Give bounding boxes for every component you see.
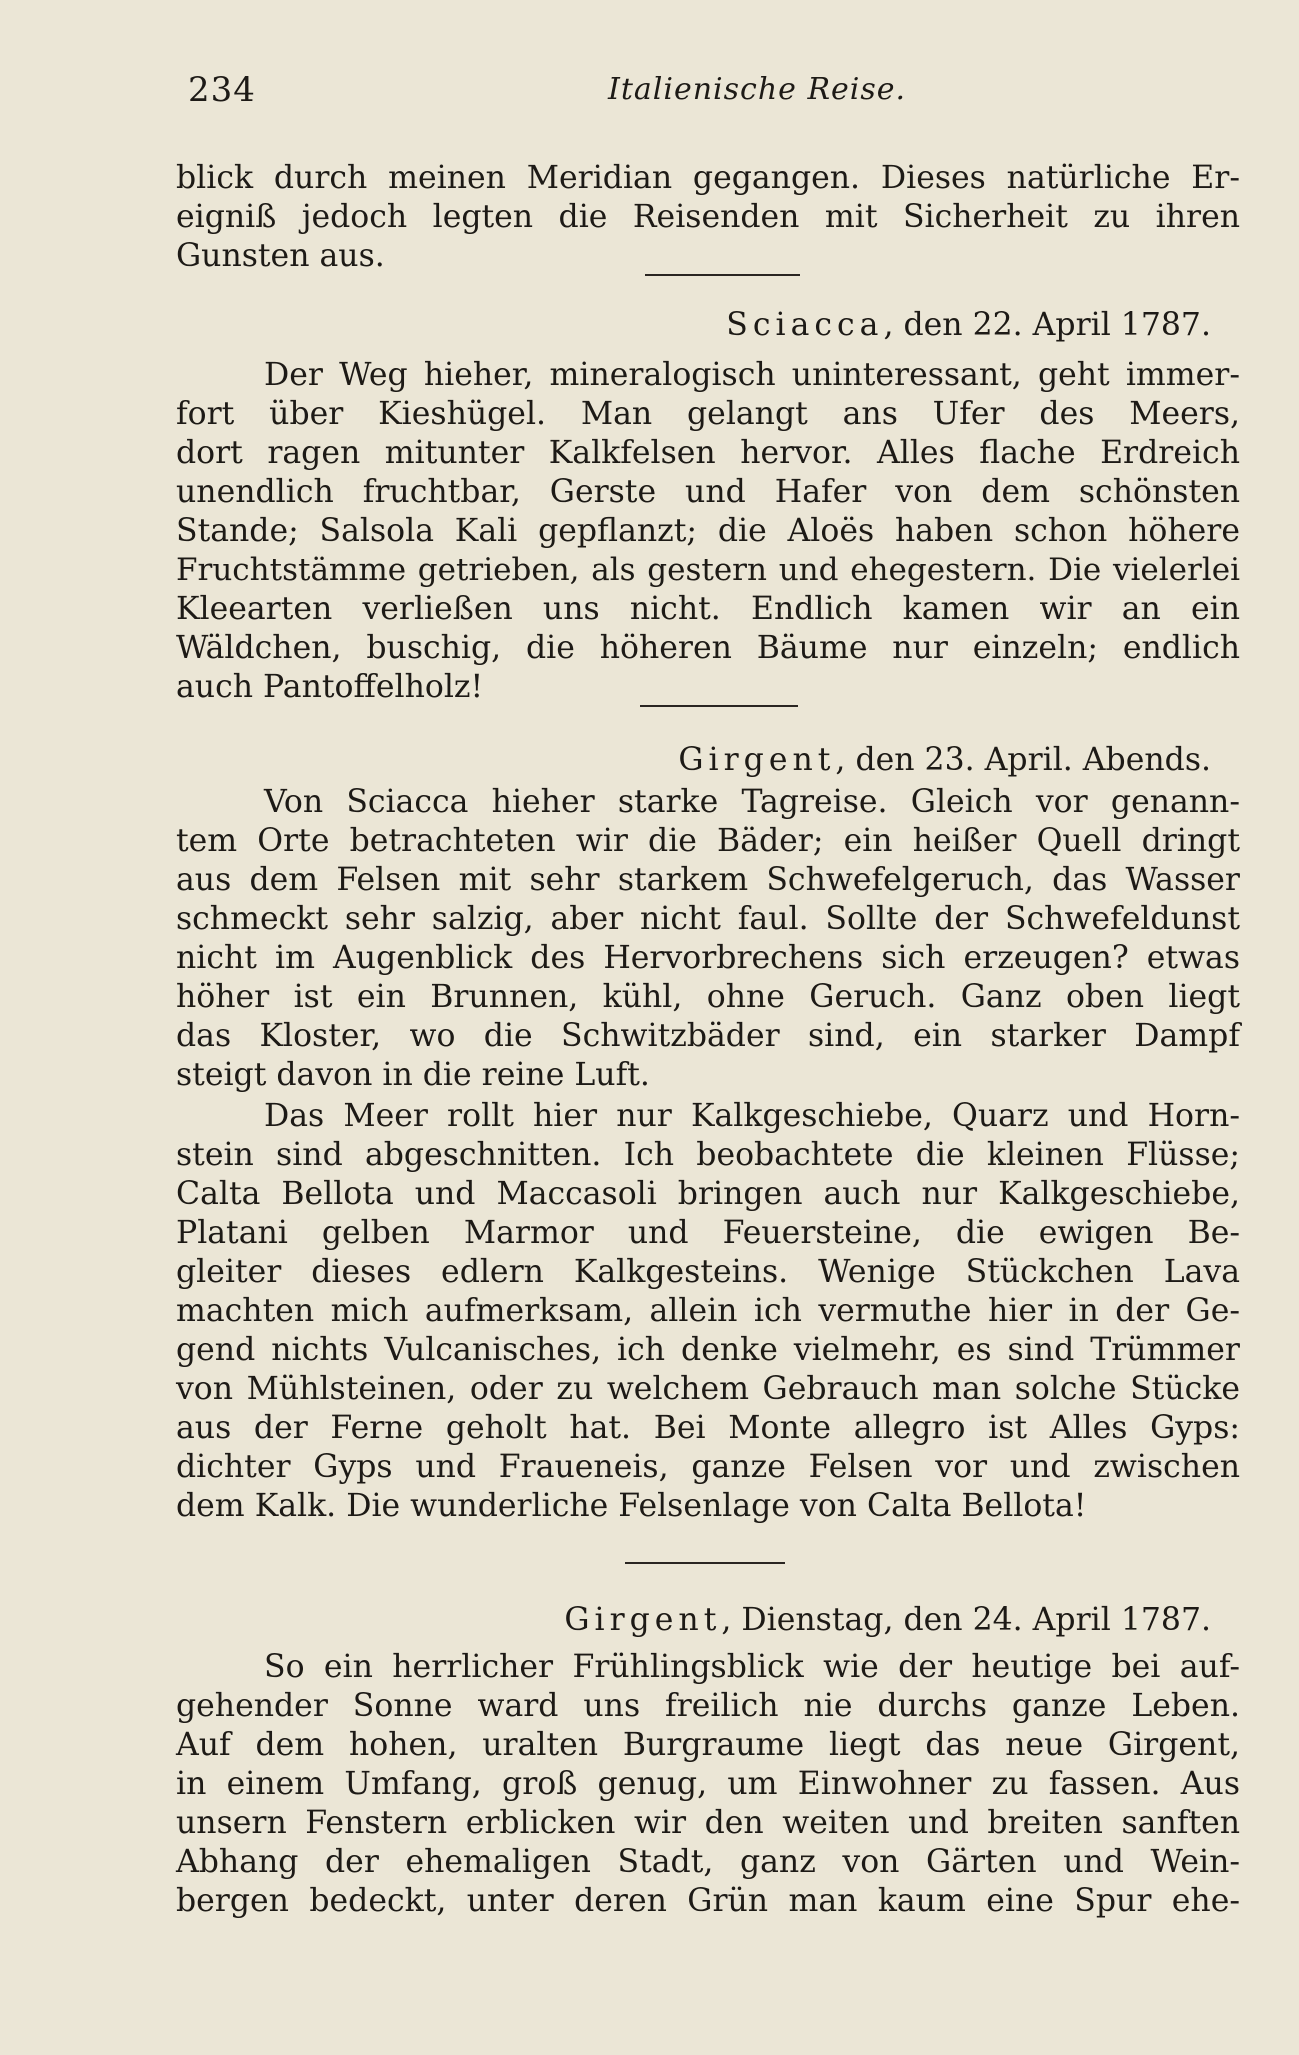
- page-number: 234: [188, 70, 256, 110]
- dateline: [564, 1600, 1211, 1640]
- text-line: unsern Fenstern erblicken wir den weiten und breiten sanften: [176, 1805, 1240, 1841]
- text-line: Fruchtstämme getrieben, als gestern und ehegestern. Die vielerlei: [176, 552, 1240, 588]
- section-divider: [645, 274, 800, 276]
- dateline-place: Girgent: [564, 1602, 722, 1638]
- text-line: Von Sciacca hieher starke Tagreise. Gleich vor genann-: [264, 784, 1240, 820]
- text-line: aus dem Felsen mit sehr starkem Schwefelgeruch, das Wasser: [176, 862, 1240, 898]
- text-line: gleiter dieses edlern Kalkgesteins. Wenige Stückchen Lava: [176, 1254, 1240, 1290]
- text-line: fort über Kieshügel. Man gelangt ans Ufer des Meers,: [176, 396, 1240, 432]
- dateline-date: , Dienstag, den 24. April 1787.: [721, 1602, 1211, 1638]
- dateline: [726, 305, 1211, 345]
- section-divider: [625, 1562, 785, 1564]
- text-line: dem Kalk. Die wunderliche Felsenlage von Calta Bellota!: [176, 1488, 1087, 1524]
- text-line: Calta Bellota und Maccasoli bringen auch nur Kalkgeschiebe,: [176, 1176, 1240, 1212]
- dateline-place: Sciacca: [726, 307, 884, 343]
- text-line: unendlich fruchtbar, Gerste und Hafer von dem schönsten: [176, 474, 1240, 510]
- text-line: dort ragen mitunter Kalkfelsen hervor. Alles flache Erdreich: [176, 435, 1240, 471]
- text-line: höher ist ein Brunnen, kühl, ohne Geruch. Ganz oben liegt: [176, 979, 1240, 1015]
- text-line: dichter Gyps und Fraueneis, ganze Felsen vor und zwischen: [176, 1449, 1240, 1485]
- text-line: das Kloster, wo die Schwitzbäder sind, ein starker Dampf: [176, 1018, 1240, 1054]
- dateline: [678, 740, 1211, 780]
- text-line: Stande; Salsola Kali gepflanzt; die Aloës haben schon höhere: [176, 513, 1240, 549]
- text-line: eigniß jedoch legten die Reisenden mit Sicherheit zu ihren: [176, 199, 1240, 235]
- text-line: So ein herrlicher Frühlingsblick wie der heutige bei auf-: [264, 1649, 1240, 1685]
- text-line: Auf dem hohen, uralten Burgraume liegt das neue Girgent,: [176, 1727, 1240, 1763]
- text-line: Der Weg hieher, mineralogisch uninteressant, geht immer-: [264, 357, 1240, 393]
- page-header: [188, 70, 1188, 120]
- text-line: schmeckt sehr salzig, aber nicht faul. Sollte der Schwefeldunst: [176, 901, 1240, 937]
- text-line: bergen bedeckt, unter deren Grün man kaum eine Spur ehe-: [176, 1883, 1240, 1919]
- dateline-date: , den 23. April. Abends.: [835, 742, 1211, 778]
- text-line: aus der Ferne geholt hat. Bei Monte allegro ist Alles Gyps:: [176, 1410, 1240, 1446]
- section-divider: [640, 705, 798, 707]
- running-head: Italienische Reise.: [608, 72, 907, 107]
- text-line: blick durch meinen Meridian gegangen. Dieses natürliche Er-: [176, 160, 1240, 196]
- text-line: Wäldchen, buschig, die höheren Bäume nur einzeln; endlich: [176, 630, 1240, 666]
- text-line: steigt davon in die reine Luft.: [176, 1057, 650, 1093]
- text-line: gehender Sonne ward uns freilich nie durchs ganze Leben.: [176, 1688, 1240, 1724]
- text-line: von Mühlsteinen, oder zu welchem Gebrauch man solche Stücke: [176, 1371, 1240, 1407]
- text-line: gend nichts Vulcanisches, ich denke vielmehr, es sind Trümmer: [176, 1332, 1240, 1368]
- text-line: in einem Umfang, groß genug, um Einwohner zu fassen. Aus: [176, 1766, 1240, 1802]
- text-line: Abhang der ehemaligen Stadt, ganz von Gärten und Wein-: [176, 1844, 1240, 1880]
- dateline-date: , den 22. April 1787.: [883, 307, 1211, 343]
- text-line: Platani gelben Marmor und Feuersteine, die ewigen Be-: [176, 1215, 1240, 1251]
- text-line: machten mich aufmerksam, allein ich vermuthe hier in der Ge-: [176, 1293, 1240, 1329]
- text-line: Kleearten verließen uns nicht. Endlich kamen wir an ein: [176, 591, 1240, 627]
- text-line: stein sind abgeschnitten. Ich beobachtete die kleinen Flüsse;: [176, 1137, 1240, 1173]
- text-line: Gunsten aus.: [176, 238, 385, 274]
- text-line: Das Meer rollt hier nur Kalkgeschiebe, Quarz und Horn-: [264, 1098, 1240, 1134]
- text-line: auch Pantoffelholz!: [176, 669, 484, 705]
- dateline-place: Girgent: [678, 742, 836, 778]
- text-line: nicht im Augenblick des Hervorbrechens sich erzeugen? etwas: [176, 940, 1240, 976]
- text-line: tem Orte betrachteten wir die Bäder; ein heißer Quell dringt: [176, 823, 1240, 859]
